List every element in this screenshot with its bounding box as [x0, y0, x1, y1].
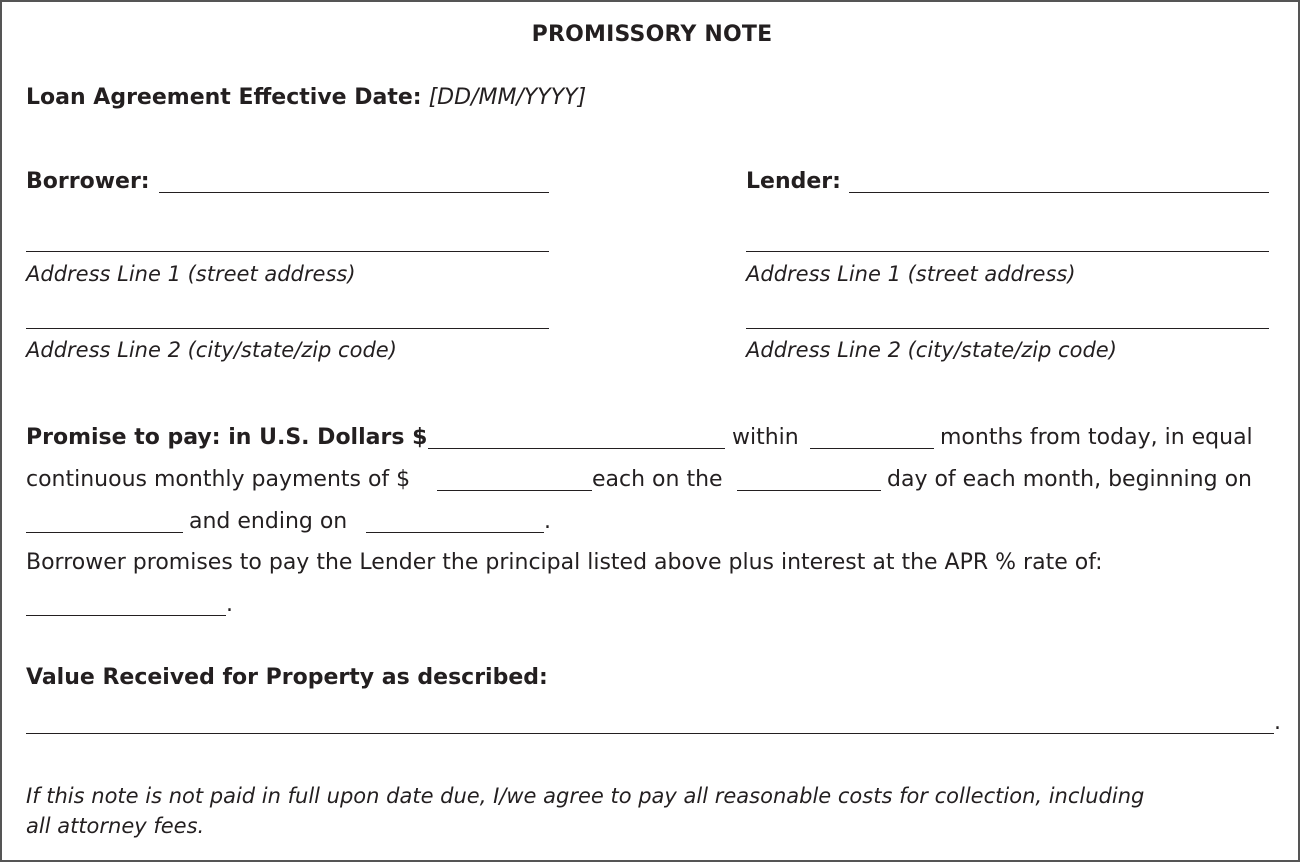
- promise-amount-field[interactable]: [428, 448, 725, 449]
- effective-date-field[interactable]: [DD/MM/YYYY]: [428, 85, 587, 110]
- lender-address-line-1-field[interactable]: [746, 251, 1269, 252]
- apr-period: .: [226, 592, 233, 617]
- lender-address-line-1-caption: Address Line 1 (street address): [746, 262, 1076, 286]
- borrower-row: [26, 169, 150, 194]
- value-received-label: Value Received for Property as described:: [26, 665, 548, 690]
- promise-months-text: months from today, in equal: [940, 425, 1253, 450]
- apr-rate-field[interactable]: [26, 615, 226, 616]
- collection-clause-line-1: If this note is not paid in full upon date due, I/we agree to pay all reasonable costs for collection, including: [26, 784, 1145, 808]
- borrower-address-line-2-field[interactable]: [26, 328, 549, 329]
- borrower-address-line-1-caption: Address Line 1 (street address): [26, 262, 356, 286]
- effective-date-row: [26, 85, 586, 110]
- promise-continuous-text: continuous monthly payments of $: [26, 467, 411, 492]
- promise-within-text: within: [732, 425, 799, 450]
- lender-address-line-2-field[interactable]: [746, 328, 1269, 329]
- borrower-label: Borrower:: [26, 169, 150, 194]
- promise-ending-text: and ending on: [189, 509, 348, 534]
- lender-address-line-2-caption: Address Line 2 (city/state/zip code): [746, 338, 1117, 362]
- lender-label: Lender:: [746, 169, 841, 194]
- effective-date-label: Loan Agreement Effective Date:: [26, 85, 422, 110]
- lender-name-field[interactable]: [849, 192, 1269, 193]
- promise-end-period: .: [544, 509, 551, 534]
- promise-label: Promise to pay: in U.S. Dollars $: [26, 425, 428, 450]
- promise-end-date-field[interactable]: [366, 532, 544, 533]
- promise-months-field[interactable]: [810, 448, 934, 449]
- interest-text: Borrower promises to pay the Lender the principal listed above plus interest at the APR % rate of:: [26, 550, 1103, 575]
- borrower-name-field[interactable]: [159, 192, 549, 193]
- promise-day-field[interactable]: [737, 490, 881, 491]
- promise-each-on-text: each on the: [592, 467, 723, 492]
- borrower-address-line-2-caption: Address Line 2 (city/state/zip code): [26, 338, 397, 362]
- document-title: PROMISSORY NOTE: [531, 22, 773, 47]
- promise-begin-date-field[interactable]: [26, 532, 183, 533]
- value-received-description-field[interactable]: [26, 733, 1274, 734]
- value-received-period: .: [1274, 710, 1281, 735]
- lender-row: [746, 169, 841, 194]
- borrower-address-line-1-field[interactable]: [26, 251, 549, 252]
- collection-clause-line-2: all attorney fees.: [26, 814, 205, 838]
- promise-day-of-month-text: day of each month, beginning on: [887, 467, 1252, 492]
- promise-payment-field[interactable]: [437, 490, 592, 491]
